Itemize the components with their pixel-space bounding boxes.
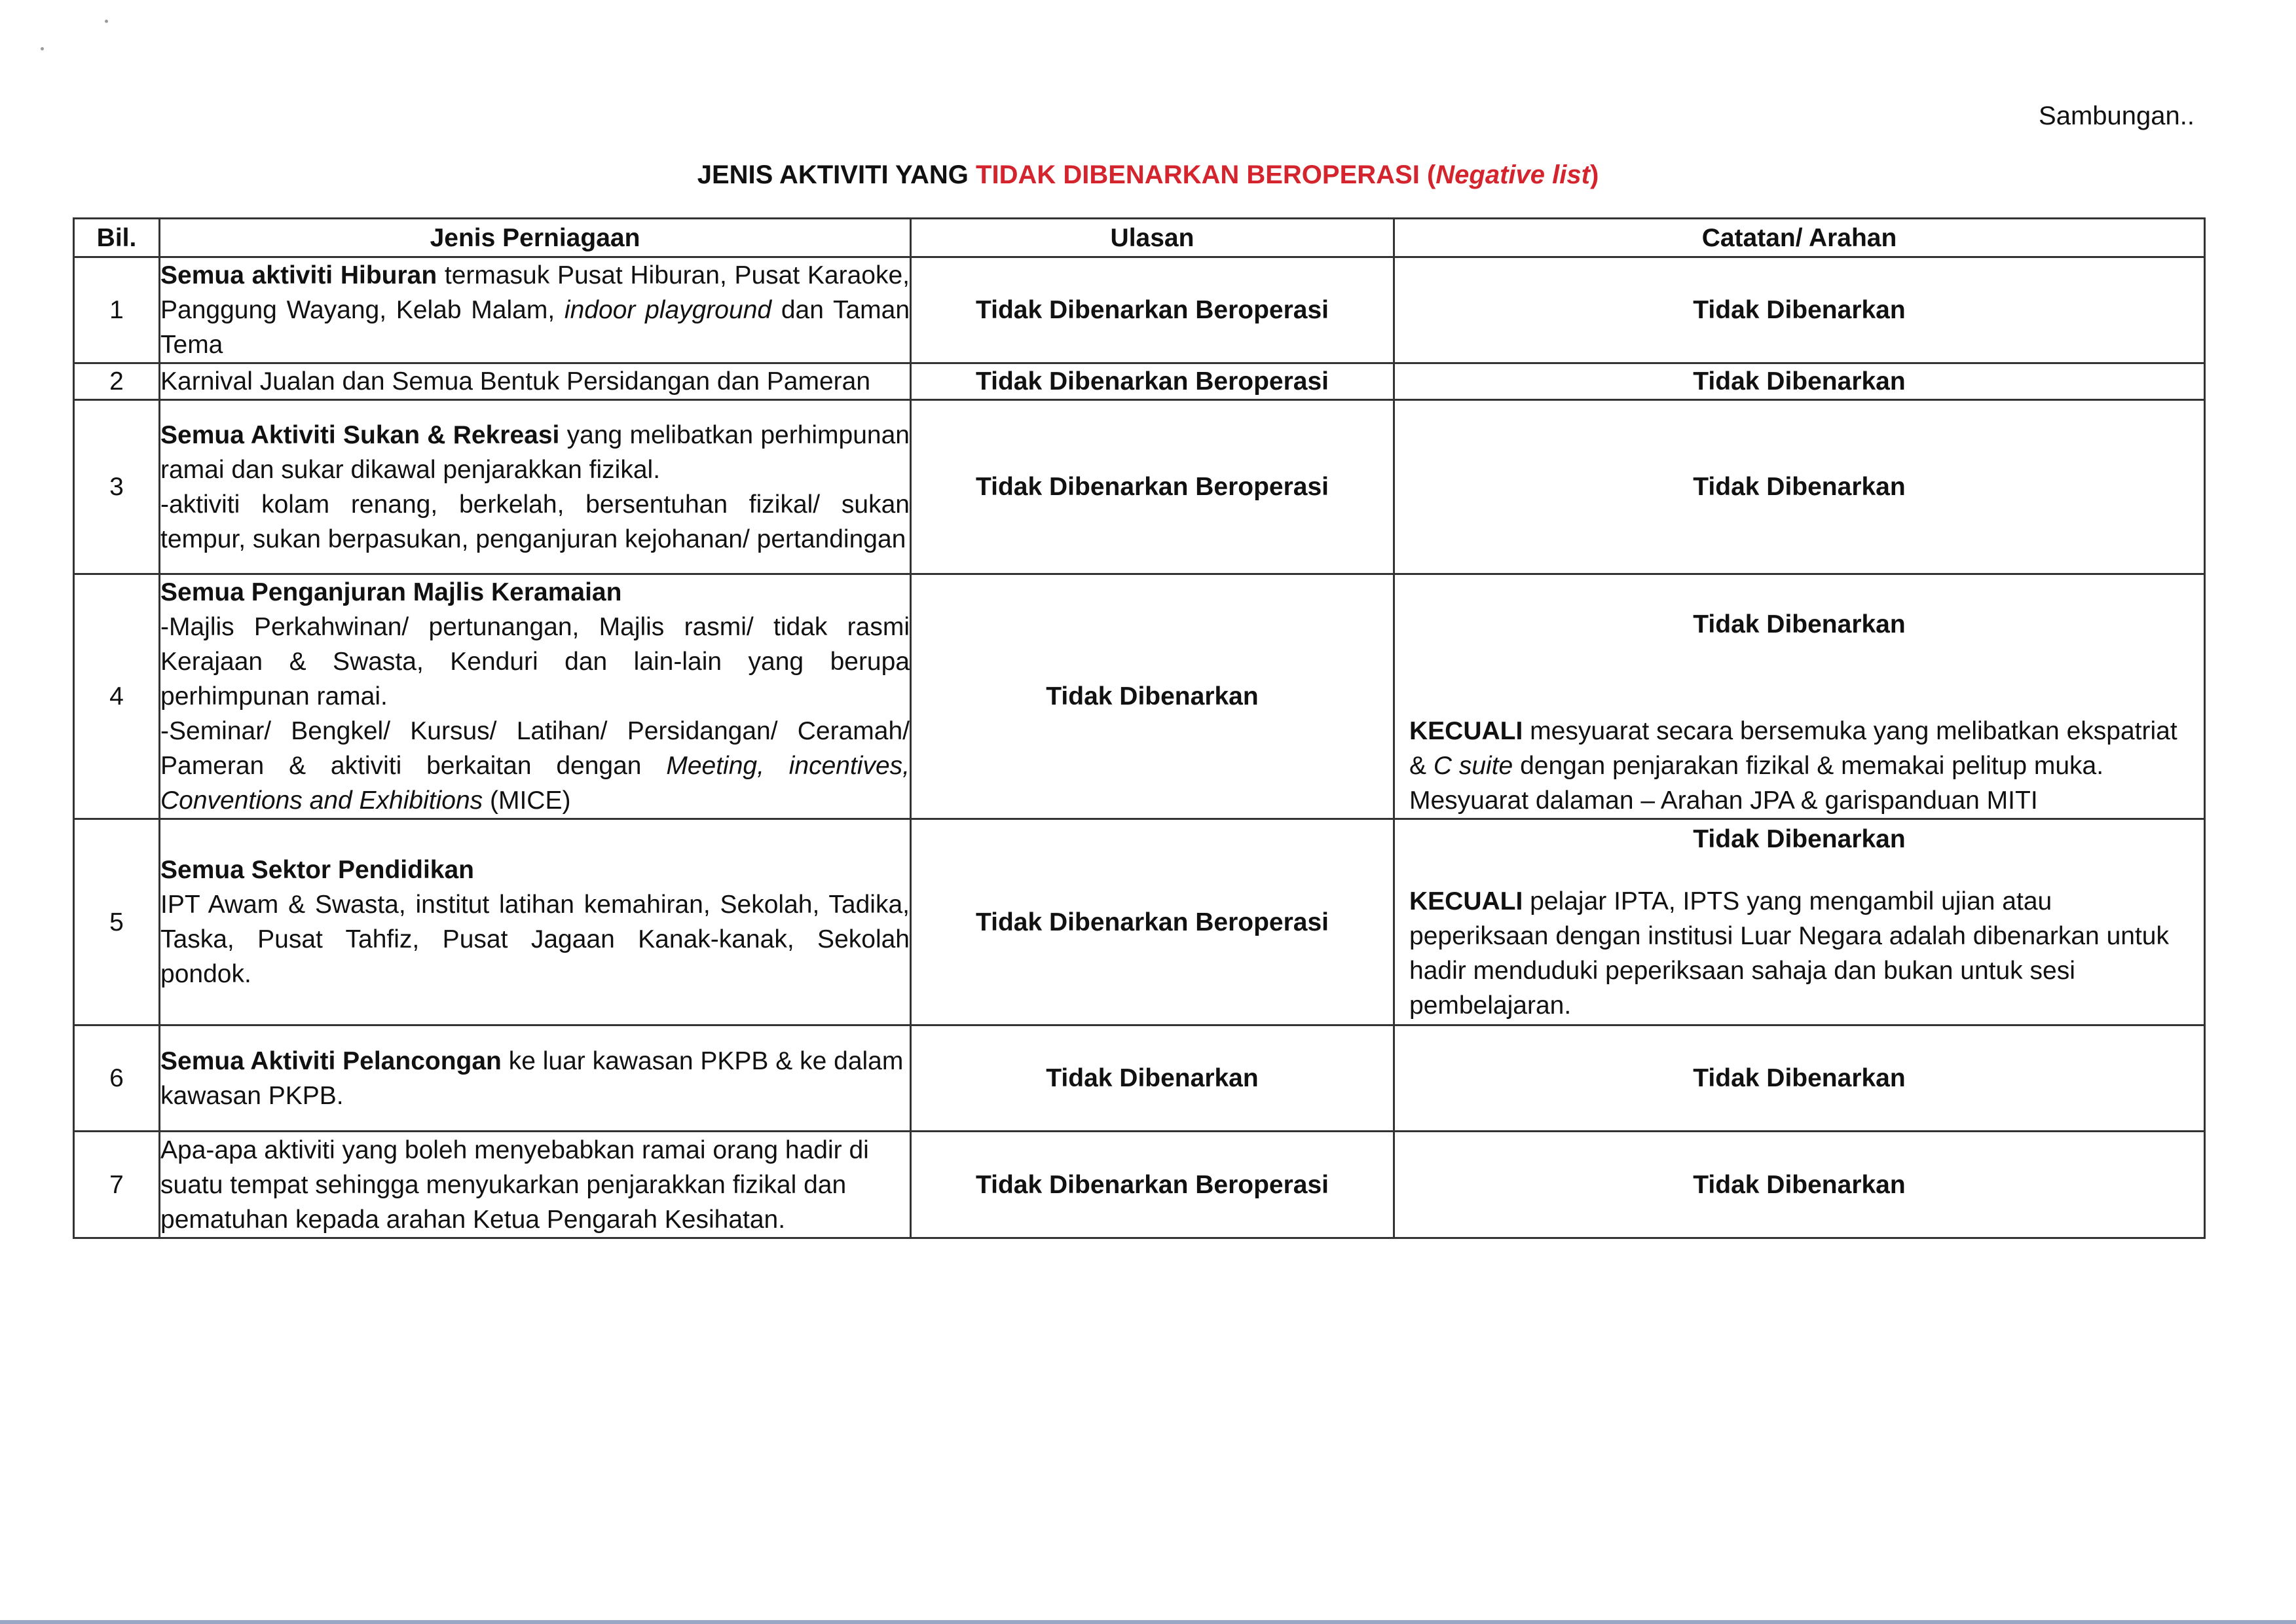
- row-jenis: [160, 400, 911, 574]
- jenis-text: ke luar kawasan PKPB & ke dalam kawasan PKPB.: [160, 1046, 904, 1110]
- jenis-bold: Semua Aktiviti Sukan & Rekreasi: [160, 420, 560, 449]
- row-catatan: Tidak Dibenarkan: [1394, 1025, 2205, 1132]
- note-text: pelajar IPTA, IPTS yang mengambil ujian atau peperiksaan dengan institusi Luar Negara adalah dibenarkan untuk hadir menduduki peperiksaan sahaja dan bukan untuk sesi pembelajaran.: [1409, 887, 2169, 1020]
- table-row: [74, 363, 2205, 400]
- note-tail: dengan penjarakan fizikal & memakai pelitup muka. Mesyuarat dalaman – Arahan JPA & garispanduan MITI: [1409, 752, 2104, 815]
- jenis-tail: (MICE): [483, 786, 571, 815]
- scan-edge-line: [0, 1620, 2296, 1624]
- header-ulasan: Ulasan: [911, 219, 1394, 257]
- jenis-italic: indoor playground: [564, 296, 772, 324]
- row-jenis: Apa-apa aktiviti yang boleh menyebabkan ramai orang hadir di suatu tempat sehingga menyukarkan penjarakkan fizikal dan pematuhan kepada arahan Ketua Pengarah Kesihatan.: [160, 1132, 911, 1238]
- table-header-row: [74, 219, 2205, 257]
- header-catatan: Catatan/ Arahan: [1394, 219, 2205, 257]
- catatan-heading: Tidak Dibenarkan: [1693, 824, 1906, 853]
- row-catatan: [1394, 574, 2205, 819]
- scan-speck: [41, 47, 44, 50]
- note-text: mesyuarat secara bersemuka yang melibatkan ekspatriat &: [1409, 717, 2177, 780]
- row-catatan: Tidak Dibenarkan: [1394, 257, 2205, 363]
- jenis-line2: -aktiviti kolam renang, berkelah, bersentuhan fizikal/ sukan tempur, sukan berpasukan, penganjuran kejohanan/ pertandingan: [160, 490, 910, 553]
- catatan-gap: [1395, 642, 2204, 714]
- row-ulasan: Tidak Dibenarkan Beroperasi: [911, 363, 1394, 400]
- row-catatan: Tidak Dibenarkan: [1394, 1132, 2205, 1238]
- scan-speck: [105, 20, 108, 23]
- continuation-label: Sambungan..: [2039, 101, 2194, 130]
- row-jenis: Karnival Jualan dan Semua Bentuk Persidangan dan Pameran: [160, 363, 911, 400]
- row-bil: 6: [74, 1025, 160, 1132]
- jenis-bold: Semua aktiviti Hiburan: [160, 261, 437, 289]
- row-catatan: Tidak Dibenarkan: [1394, 363, 2205, 400]
- row-catatan: [1394, 819, 2205, 1025]
- table-row: [74, 574, 2205, 819]
- title-open: (: [1419, 160, 1436, 189]
- title-italic: Negative list: [1435, 160, 1590, 189]
- jenis-bold: Semua Sektor Pendidikan: [160, 856, 474, 884]
- row-ulasan: Tidak Dibenarkan Beroperasi: [911, 819, 1394, 1025]
- table-row: [74, 400, 2205, 574]
- table-row: [74, 257, 2205, 363]
- row-jenis: [160, 1025, 911, 1132]
- jenis-text: termasuk Pusat Hiburan, Pusat Karaoke, Panggung Wayang, Kelab Malam,: [160, 261, 910, 324]
- row-jenis: [160, 257, 911, 363]
- title-close: ): [1589, 160, 1599, 189]
- note-bold: KECUALI: [1409, 717, 1523, 745]
- header-jenis: Jenis Perniagaan: [160, 219, 911, 257]
- jenis-line2: IPT Awam & Swasta, institut latihan kemahiran, Sekolah, Tadika, Taska, Pusat Tahfiz, Pusat Jagaan Kanak-kanak, Sekolah pondok.: [160, 891, 910, 988]
- header-bil: Bil.: [74, 219, 160, 257]
- catatan-note: [1395, 884, 2204, 1023]
- row-bil: 1: [74, 257, 160, 363]
- table-row: [74, 1132, 2205, 1238]
- negative-list-table: [73, 217, 2206, 1239]
- jenis-tail: dan Taman Tema: [160, 296, 910, 359]
- title-highlight: TIDAK DIBENARKAN BEROPERASI: [976, 160, 1420, 189]
- row-bil: 2: [74, 363, 160, 400]
- catatan-heading: Tidak Dibenarkan: [1693, 610, 1906, 638]
- catatan-gap: [1395, 857, 2204, 884]
- row-bil: 7: [74, 1132, 160, 1238]
- row-bil: 3: [74, 400, 160, 574]
- row-bil: 4: [74, 574, 160, 819]
- row-jenis: [160, 574, 911, 819]
- page-title: [0, 160, 2296, 190]
- row-jenis: [160, 819, 911, 1025]
- jenis-bold: Semua Aktiviti Pelancongan: [160, 1046, 502, 1075]
- table-row: [74, 1025, 2205, 1132]
- jenis-text: yang melibatkan perhimpunan ramai dan sukar dikawal penjarakkan fizikal.: [160, 420, 910, 484]
- jenis-italic: Meeting, incentives, Conventions and Exhibitions: [160, 752, 910, 815]
- row-ulasan: Tidak Dibenarkan: [911, 1025, 1394, 1132]
- row-ulasan: Tidak Dibenarkan Beroperasi: [911, 257, 1394, 363]
- catatan-note: [1395, 714, 2204, 818]
- row-bil: 5: [74, 819, 160, 1025]
- row-ulasan: Tidak Dibenarkan Beroperasi: [911, 400, 1394, 574]
- title-prefix: JENIS AKTIVITI YANG: [697, 160, 976, 189]
- note-bold: KECUALI: [1409, 887, 1523, 915]
- note-italic: C suite: [1433, 752, 1513, 780]
- row-catatan: Tidak Dibenarkan: [1394, 400, 2205, 574]
- jenis-line2: -Majlis Perkahwinan/ pertunangan, Majlis rasmi/ tidak rasmi Kerajaan & Swasta, Kenduri dan lain-lain yang berupa perhimpunan ramai.: [160, 613, 910, 710]
- jenis-bold: Semua Penganjuran Majlis Keramaian: [160, 578, 622, 606]
- row-ulasan: Tidak Dibenarkan Beroperasi: [911, 1132, 1394, 1238]
- row-ulasan: Tidak Dibenarkan: [911, 574, 1394, 819]
- jenis-line3: -Seminar/ Bengkel/ Kursus/ Latihan/ Persidangan/ Ceramah/ Pameran & aktiviti berkaitan dengan: [160, 717, 910, 780]
- table-row: [74, 819, 2205, 1025]
